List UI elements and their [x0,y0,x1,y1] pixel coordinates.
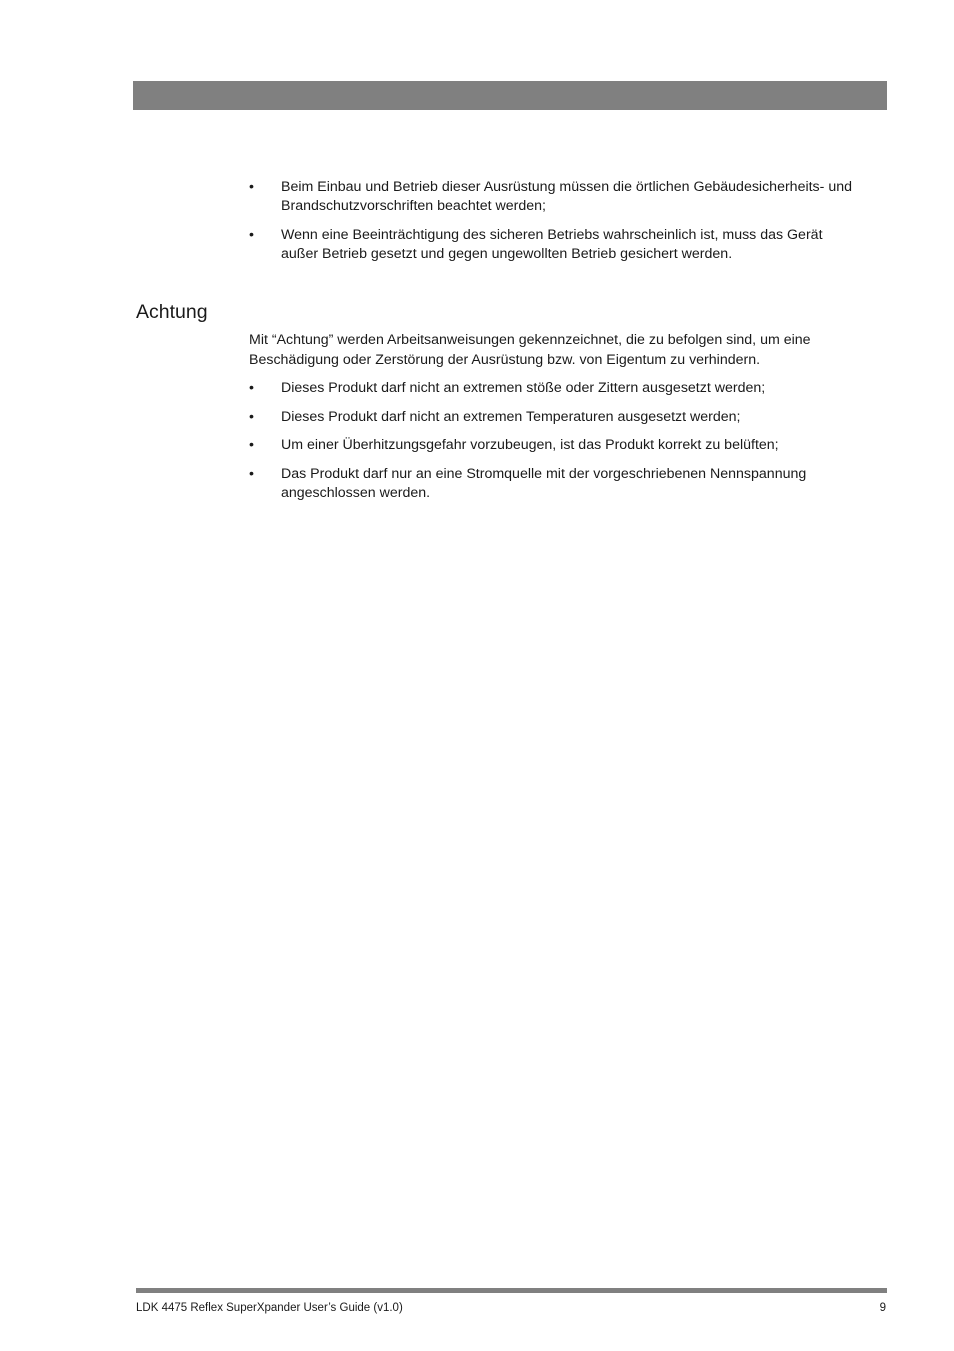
footer-title: LDK 4475 Reflex SuperXpander User’s Guide (v1.0) [136,1302,403,1314]
list-item-text: Wenn eine Beeinträchtigung des sicheren Betriebs wahrscheinlich ist, muss das Gerät außer Betrieb gesetzt und gegen ungewollten Betrieb gesichert werden. [281,227,823,262]
header-bar [133,81,887,110]
list-item [249,465,863,503]
safety-list [249,178,863,274]
list-item-text: Dieses Produkt darf nicht an extremen Temperaturen ausgesetzt werden; [281,408,741,425]
footer-bar [136,1288,887,1293]
list-item-text: Beim Einbau und Betrieb dieser Ausrüstung müssen die örtlichen Gebäudesicherheits- und Brandschutzvorschriften beachtet werden; [281,179,852,214]
bullet: • [249,437,254,453]
list-item [249,436,863,455]
bullet: • [249,227,254,243]
bullet: • [249,465,254,482]
list-item-text: Das Produkt darf nur an eine Stromquelle mit der vorgeschriebenen Nennspannung angeschlossen werden. [281,465,807,501]
section-heading-achtung: Achtung [136,301,208,323]
bullet: • [249,408,254,425]
list-item-text: Um einer Überhitzungsgefahr vorzubeugen, ist das Produkt korrekt zu belüften; [281,437,779,453]
list-item [249,178,863,216]
list-item [249,379,863,398]
list-item [249,408,863,427]
list-item-text: Dieses Produkt darf nicht an extremen stöße oder Zittern ausgesetzt werden; [281,380,766,396]
bullet: • [249,380,254,396]
bullet: • [249,179,254,195]
achtung-list [249,379,863,512]
page-number: 9 [879,1302,886,1314]
list-item [249,226,863,264]
achtung-intro: Mit “Achtung” werden Arbeitsanweisungen gekennzeichnet, die zu befolgen sind, um eine Beschädigung oder Zerstörung der Ausrüstung bzw. von Eigentum zu verhindern. [249,332,811,368]
